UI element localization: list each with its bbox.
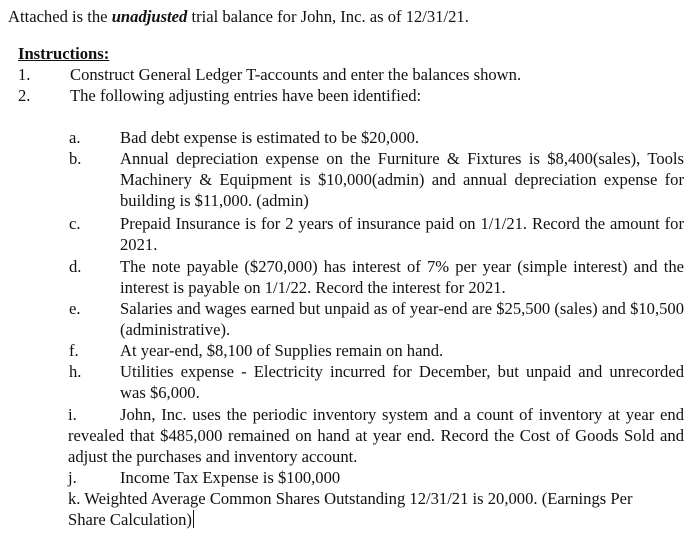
entry-label: b. [69, 149, 82, 168]
entry-label: e. [69, 299, 81, 318]
entry-label: c. [69, 214, 81, 233]
entry-label: j. [68, 468, 77, 487]
entry-text: Salaries and wages earned but unpaid as of year-end are $25,500 (sales) and $10,500 (administrative). [120, 299, 684, 339]
step-number: 1. [18, 65, 31, 84]
intro-line [8, 6, 469, 27]
entry-label: f. [69, 341, 79, 360]
entry-text: The note payable ($270,000) has interest of 7% per year (simple interest) and the interest is payable on 1/1/22. Record the interest for 2021. [120, 257, 684, 297]
entry-i [68, 404, 684, 467]
entry-label: i. [68, 405, 77, 424]
intro-emphasis: unadjusted [111, 7, 188, 26]
entry-text: Bad debt expense is estimated to be $20,000. [120, 128, 420, 147]
entry-text: Annual depreciation expense on the Furniture & Fixtures is $8,400(sales), Tools Machinery & Equipment is $10,000(admin) and annual depreciation expense for building is $11,000. (admin) [120, 149, 684, 210]
intro-after: trial balance for John, Inc. as of 12/31/21. [187, 7, 469, 26]
entry-k [68, 488, 668, 530]
intro-before: Attached is the [8, 7, 112, 26]
step-text: The following adjusting entries have been identified: [70, 86, 422, 105]
entry-text: Prepaid Insurance is for 2 years of insurance paid on 1/1/21. Record the amount for 2021. [120, 214, 684, 254]
text-cursor [193, 510, 194, 528]
step-text: Construct General Ledger T-accounts and enter the balances shown. [70, 65, 522, 84]
entry-text: At year-end, $8,100 of Supplies remain on hand. [120, 341, 444, 360]
entry-text: Utilities expense - Electricity incurred for December, but unpaid and unrecorded was $6,000. [120, 362, 684, 402]
entry-text: k. Weighted Average Common Shares Outstanding 12/31/21 is 20,000. (Earnings Per Share Calculation) [68, 489, 633, 529]
entry-text: John, Inc. uses the periodic inventory system and a count of inventory at year end revealed that $485,000 remained on hand at year end. Record the Cost of Goods Sold and adjust the purchases and inventory account. [68, 405, 684, 466]
entry-text: Income Tax Expense is $100,000 [120, 468, 341, 487]
step-number: 2. [18, 86, 31, 105]
entry-label: h. [69, 362, 82, 381]
instructions-heading: Instructions: [18, 44, 110, 63]
entry-label: d. [69, 257, 82, 276]
entry-label: a. [69, 128, 81, 147]
entry-j [68, 467, 341, 488]
